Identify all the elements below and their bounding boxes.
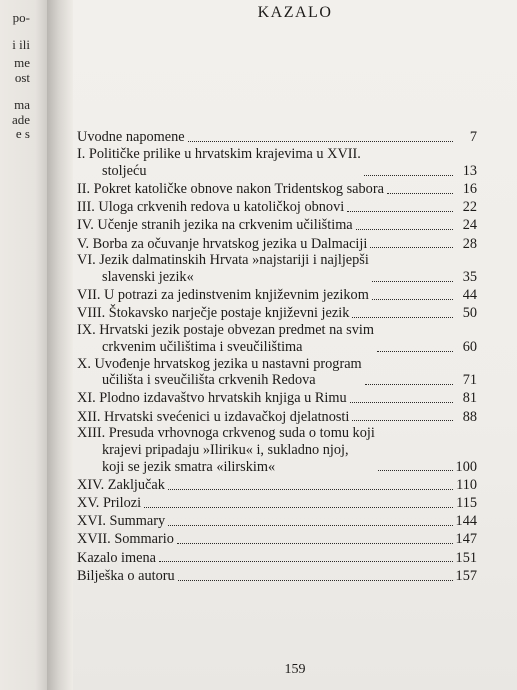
toc-entry-title: XIV. Zaključak (77, 476, 165, 493)
dot-leader (144, 507, 453, 508)
page-number: 159 (284, 662, 306, 677)
page-heading: KAZALO (257, 4, 333, 21)
toc-entry-title: VIII. Štokavsko narječje postaje književni jezik (77, 305, 350, 322)
toc-entry (77, 425, 477, 475)
toc-entry (77, 548, 477, 566)
left-page-fragment: me (14, 55, 30, 70)
toc-entry (77, 566, 477, 584)
left-page-fragment: po- (12, 10, 30, 25)
left-page-fragment: ost (14, 70, 30, 85)
dot-leader (378, 470, 453, 471)
toc-entry-page: 44 (462, 287, 477, 304)
dot-leader (159, 561, 453, 562)
dot-leader (168, 489, 453, 490)
toc-entry (77, 407, 477, 425)
toc-entry (77, 234, 477, 252)
toc-entry-page: 13 (462, 162, 477, 179)
toc-entry-title: X. Uvođenje hrvatskog jezika u nastavni program učilišta i sveučilišta crkvenih Redova (77, 355, 362, 389)
toc-entry-page: 24 (462, 217, 477, 234)
dot-leader (352, 317, 453, 318)
dot-leader (370, 247, 453, 248)
toc-entry-page: 81 (462, 390, 477, 407)
toc-entry-title: IX. Hrvatski jezik postaje obvezan predmet na svim crkvenim učilištima i sveučilištima (77, 322, 374, 355)
book-gutter (47, 0, 73, 690)
toc-entry-title: XIII. Presuda vrhovnoga crkvenog suda o tomu koji krajevi pripadaju »Iliriku« i, sukladno njoj, koji se jezik smatra «ilirskim« (77, 425, 375, 475)
toc-entry-page: 115 (456, 495, 477, 512)
dot-leader (178, 580, 453, 581)
toc-entry-page: 88 (462, 408, 477, 425)
toc-entry-page: 151 (455, 549, 477, 566)
left-page-fragment: i ili (12, 37, 30, 52)
dot-leader (372, 299, 453, 300)
dot-leader (352, 420, 453, 421)
left-page-fragment: ma (14, 97, 30, 112)
toc-entry-title: VI. Jezik dalmatinskih Hrvata »najstariji i najljepši slavenski jezik« (77, 252, 369, 286)
toc-entry (77, 198, 477, 216)
toc-entry-title: Uvodne napomene (77, 129, 185, 146)
toc-entry-title: XI. Plodno izdavaštvo hrvatskih knjiga u Rimu (77, 390, 347, 407)
toc-entry-title: XII. Hrvatski svećenici u izdavačkoj djelatnosti (77, 408, 350, 425)
toc-entry-title: IV. Učenje stranih jezika na crkvenim učilištima (77, 217, 353, 234)
toc-entry-title: I. Političke prilike u hrvatskim krajevima u XVII. stoljeću (77, 146, 361, 179)
toc-entry-page: 28 (462, 235, 477, 252)
toc-entry (77, 322, 477, 355)
toc-entry-page: 16 (462, 181, 477, 198)
toc-entry (77, 286, 477, 304)
right-page (73, 0, 517, 690)
dot-leader (177, 543, 453, 544)
dot-leader (168, 525, 453, 526)
toc-entry (77, 304, 477, 322)
toc-entry-page: 71 (462, 372, 477, 389)
toc-entry (77, 494, 477, 512)
dot-leader (365, 384, 453, 385)
toc-entry-page: 147 (455, 531, 477, 548)
dot-leader (188, 141, 453, 142)
toc-entry-title: XV. Prilozi (77, 495, 142, 512)
toc-entry (77, 146, 477, 179)
toc-entry-page: 50 (462, 305, 477, 322)
dot-leader (387, 193, 453, 194)
toc-entry-page: 22 (462, 199, 477, 216)
dot-leader (364, 175, 453, 176)
dot-leader (347, 211, 453, 212)
toc-entry-title: Bilješka o autoru (77, 567, 175, 584)
toc-entry-title: VII. U potrazi za jedinstvenim književnim jezikom (77, 287, 369, 304)
toc-entry (77, 180, 477, 198)
toc-entry (77, 512, 477, 530)
toc-entry-title: Kazalo imena (77, 549, 156, 566)
toc-entry-title: II. Pokret katoličke obnove nakon Tridentskog sabora (77, 181, 384, 198)
toc-entry (77, 389, 477, 407)
toc-entry-page: 110 (456, 476, 477, 493)
dot-leader (372, 281, 453, 282)
toc-entry-page: 157 (455, 567, 477, 584)
toc-entry (77, 216, 477, 234)
toc-entry-title: III. Uloga crkvenih redova u katoličkoj obnovi (77, 199, 345, 216)
toc-entry-title: XVI. Summary (77, 513, 166, 530)
toc-entry (77, 530, 477, 548)
dot-leader (356, 229, 453, 230)
left-page-fragment: ade (11, 112, 30, 127)
toc-entry (77, 356, 477, 389)
table-of-contents (77, 128, 477, 585)
toc-entry-title: XVII. Sommario (77, 531, 174, 548)
dot-leader (350, 402, 453, 403)
left-page-fragment: e s (15, 126, 30, 141)
left-page (0, 0, 47, 690)
dot-leader (377, 351, 453, 352)
toc-entry-title: V. Borba za očuvanje hrvatskog jezika u Dalmaciji (77, 235, 368, 252)
toc-entry-page: 100 (455, 458, 477, 475)
toc-entry (77, 252, 477, 285)
toc-entry (77, 475, 477, 493)
toc-entry-page: 35 (462, 269, 477, 286)
toc-entry (77, 128, 477, 146)
toc-entry-page: 60 (462, 338, 477, 355)
toc-entry-page: 7 (469, 129, 477, 146)
toc-entry-page: 144 (455, 513, 477, 530)
